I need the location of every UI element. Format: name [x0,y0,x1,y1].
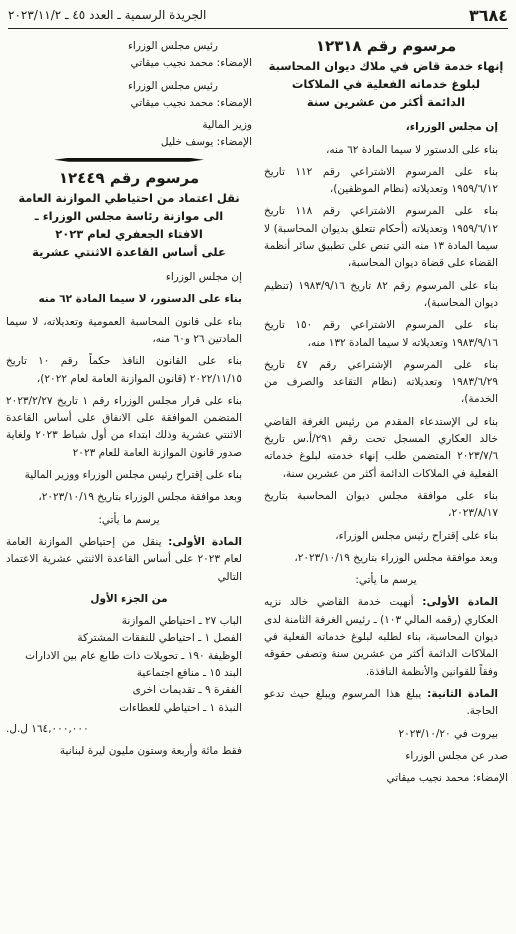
recital-bold: بناء على الدستور، لا سيما المادة ٦٢ منه [38,293,242,306]
budget-line: الفصل ١ ـ احتياطي للنفقات المشتركة [77,632,242,645]
article-2-label: المادة الثانية: [427,687,498,700]
council-intro: إن مجلس الوزراء، [405,121,498,134]
budget-line: الفقرة ٩ ـ تقديمات اخرى [132,684,242,697]
amount: ١٦٤,٠٠٠,٠٠٠ ل.ل. [6,722,89,735]
council-intro: إن مجلس الوزراء [165,271,242,284]
article-1-label: المادة الأولى: [422,596,498,609]
signature: الإمضاء: محمد نجيب ميقاتي [386,772,508,785]
decree-b-subject-line: على أساس القاعدة الاثنتي عشرية [32,245,226,260]
budget-line: البند ١٥ ـ منافع اجتماعية [136,667,242,680]
recital: بناء على المرسوم رقم ٨٢ تاريخ ١٩٨٣/٩/١٦ (تنظيم ديوان المحاسبة)، [264,279,498,309]
decree-a-subject-line: لبلوغ خدماته الفعلية في الملاكات [291,77,481,92]
recital: بناء على موافقة مجلس ديوان المحاسبة بتاريخ ٢٠٢٣/٨/١٧، [264,489,498,520]
signature-title: رئيس مجلس الوزراء [127,40,218,52]
recital: بناء على قانون المحاسبة العمومية وتعديلاته، لا سيما المادتين ٢٦ و٦٠ منه، [6,315,242,345]
decree-b-subject-line: الافتاء الجعفري لعام ٢٠٢٣ [55,227,203,242]
budget-line: النبذة ١ ـ احتياطي للعطاءات [119,701,242,714]
decree-b-subject-line: نقل اعتماد من احتياطي الموازنة العامة [18,191,240,206]
article-1-text: أنهيت خدمة القاضي خالد نزيه العكاري (رقمه المالي ١٠٣) ـ رئيس الغرفة الثامنة لدى ديوان المحاسبة، بناء لطلبه لبلوغ خدماته الفعلية في الملاكات الدائمة أكثر من عشرين سنة وتصفى حقوقه وفقاً للقوانين والأنظمة النافذة. [264,596,498,678]
signature-title: رئيس مجلس الوزراء [127,79,218,92]
part-label: من الجزء الأول [90,592,168,605]
signature-name: الإمضاء: محمد نجيب ميقاتي [130,96,252,109]
recital: بناء على القانون النافذ حكماً رقم ١٠ تاريخ ٢٠٢٢/١١/١٥ (قانون الموازنة العامة لعام ٢٠٢٢)، [6,355,242,385]
budget-line: الوظيفة ١٩٠ ـ تحويلات ذات طابع عام بين الادارات [25,649,242,662]
article-1 [6,534,252,586]
issued-by: صدر عن مجلس الوزراء [405,749,508,762]
left-column [6,38,252,928]
place-date: بيروت في ٢٠٢٣/١٠/٢٠ [398,727,498,740]
amount-words: فقط مائة وأربعة وستون مليون ليرة لبنانية [59,745,242,758]
recital: وبعد موافقة مجلس الوزراء بتاريخ ٢٠٢٣/١٠/١٩، [294,551,498,564]
section-divider [54,158,204,162]
signature-name: الإمضاء: محمد نجيب ميقاتي [130,57,252,70]
publication-info: الجريدة الرسمية ـ العدد ٤٥ ـ ٢٠٢٣/١١/٢ [8,8,207,22]
right-column [264,38,508,928]
decree-a-subject-line: الدائمة أكثر من عشرين سنة [306,95,466,110]
page-number: ٣٦٨٤ [468,6,508,25]
page-header [8,6,508,29]
article-1-text: ينقل من إحتياطي الموازنة العامة لعام ٢٠٢٣ على أساس القاعدة الاثنتي عشرية الاعتماد التالي [6,535,242,583]
article-1-label: المادة الأولى: [168,535,242,548]
decree-b-title: مرسوم رقم ١٢٤٤٩ [58,168,200,187]
recital: بناء على إقتراح رئيس مجلس الوزراء، [335,529,498,542]
budget-line: الباب ٢٧ ـ احتياطي الموازنة [121,615,242,628]
decree-b-subject-line: الى موازنة رئاسة مجلس الوزراء ـ [34,209,224,224]
decrees-label: يرسم ما يأتي: [355,574,417,587]
recital: بناء على المرسوم الاشتراعي رقم ١١٨ تاريخ ١٩٥٩/٦/١٢ وتعديلاته (أحكام تتعلق بديوان المحاسبة) لا سيما المادة ١٣ منه التي تنص على تطبيق سائر أنظمة القضاء على قضاة ديوان المحاسبة، [264,205,498,270]
article-2-text: يبلغ هذا المرسوم ويبلغ حيث تدعو الحاجة. [264,687,498,718]
recital: بناء لى الإستدعاء المقدم من رئيس الغرفة القاضي خالد العكاري المسجل تحت رقم ٢٩١/أ.س تاريخ ٢٠٢٣/٧/٦ المتضمن طلب إنهاء خدمته لبلوغ خدماته الفعلية في الملاكات الدائمة أكثر من عشرين سنة، [264,415,498,480]
recital: بناء على الدستور لا سيما المادة ٦٢ منه، [325,143,498,156]
recital: بناء على المرسوم الاشتراعي رقم ١١٢ تاريخ ١٩٥٩/٦/١٢ وتعديلاته (نظام الموظفين)، [264,165,498,196]
decrees-label: يرسم ما يأتي: [98,513,160,526]
signature-name: الإمضاء: يوسف خليل [160,136,252,149]
recital: بناء على قرار مجلس الوزراء رقم ١ تاريخ ٢٠٢٣/٢/٢٧ المتضمن الموافقة على الانفاق على أساس القاعدة الاثنتي عشرية وذلك ابتداء من أول شباط ٢٠٢٣ ولغاية صدور قانون الموازنة العامة للعام ٢٠٢٣ [6,394,242,459]
recital: وبعد موافقة مجلس الوزراء بتاريخ ٢٠٢٣/١٠/١٩، [38,491,242,504]
recital: بناء على المرسوم الإشتراعي رقم ٤٧ تاريخ ١٩٨٣/٦/٢٩ وتعديلاته (نظام التقاعد والصرف من الخدمة)، [264,358,499,406]
recital: بناء على إقتراح رئيس مجلس الوزراء ووزير المالية [24,469,242,482]
recital: بناء على المرسوم الاشتراعي رقم ١٥٠ تاريخ ١٩٨٣/٩/١٦ وتعديلاته لا سيما المادة ١٣٢ منه، [264,319,498,349]
decree-a-title: مرسوم رقم ١٢٣١٨ [315,38,457,55]
signature-title: وزير المالية [202,119,252,132]
decree-a-subject-line: إنهاء خدمة قاض في ملاك ديوان المحاسبة [268,59,504,74]
article-2 [264,686,508,721]
article-1 [264,594,508,680]
